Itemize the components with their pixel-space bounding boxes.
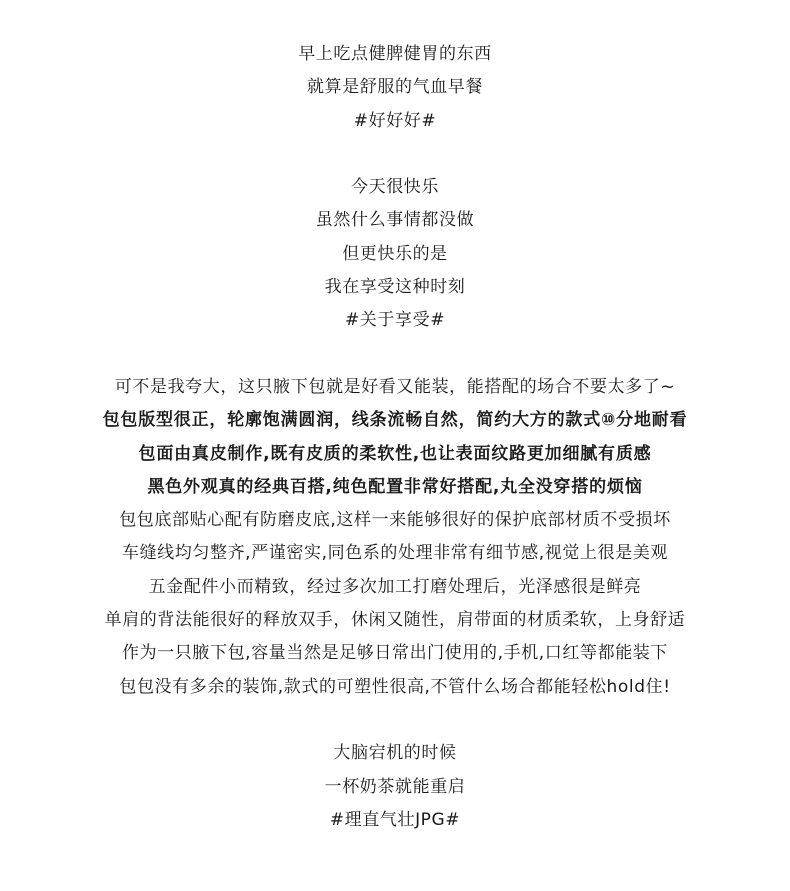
bold-text-line: 包包版型很正，轮廓饱满圆润，线条流畅自然，简约大方的款式⑩分地耐看 (102, 410, 688, 431)
text-line: 五金配件小而精致，经过多次加工打磨处理后，光泽感很是鲜亮 (148, 576, 642, 597)
text-line: 今天很快乐 (351, 177, 439, 198)
text-line: 一杯奶茶就能重启 (324, 776, 466, 797)
text-line: 早上吃点健脾健胃的东西 (298, 44, 492, 64)
paragraph-breakfast (0, 38, 790, 138)
text-line: 包包底部贴心配有防磨皮底,这样一来能够很好的保护底部材质不受损坏 (119, 510, 671, 531)
hashtag: #理直气壮JPG# (329, 809, 461, 830)
text-line: 车缝线均匀整齐,严谨密实,同色系的处理非常有细节感,视觉上很是美观 (121, 543, 668, 564)
paragraph-gap (0, 338, 790, 371)
text-line: 可不是我夸大，这只腋下包就是好看又能装，能搭配的场合不要太多了~ (114, 376, 676, 397)
paragraph-bag-description (0, 371, 790, 704)
text-line: 单肩的背法能很好的释放双手，休闲又随性，肩带面的材质柔软，上身舒适 (104, 610, 686, 631)
hashtag: #关于享受# (344, 310, 446, 331)
paragraph-happiness (0, 171, 790, 337)
text-line: 包包没有多余的装饰,款式的可塑性很高,不管什么场合都能轻松hold住! (119, 676, 671, 697)
text-line: 作为一只腋下包,容量当然是足够日常出门使用的,手机,口红等都能装下 (121, 643, 668, 664)
text-line: 大脑宕机的时候 (333, 743, 457, 764)
paragraph-gap (0, 704, 790, 737)
bold-text-line: 黑色外观真的经典百搭,纯色配置非常好搭配,丸全没穿搭的烦恼 (147, 476, 643, 497)
text-line: 就算是舒服的气血早餐 (307, 77, 483, 98)
paragraph-gap (0, 138, 790, 171)
text-line: 虽然什么事情都没做 (315, 210, 475, 231)
text-line: 我在享受这种时刻 (324, 277, 466, 298)
text-line: 但更快乐的是 (342, 243, 448, 264)
hashtag: #好好好# (353, 110, 437, 131)
bold-text-line: 包面由真皮制作,既有皮质的柔软性,也让表面纹路更加细腻有质感 (138, 443, 652, 464)
paragraph-milk-tea (0, 737, 790, 837)
